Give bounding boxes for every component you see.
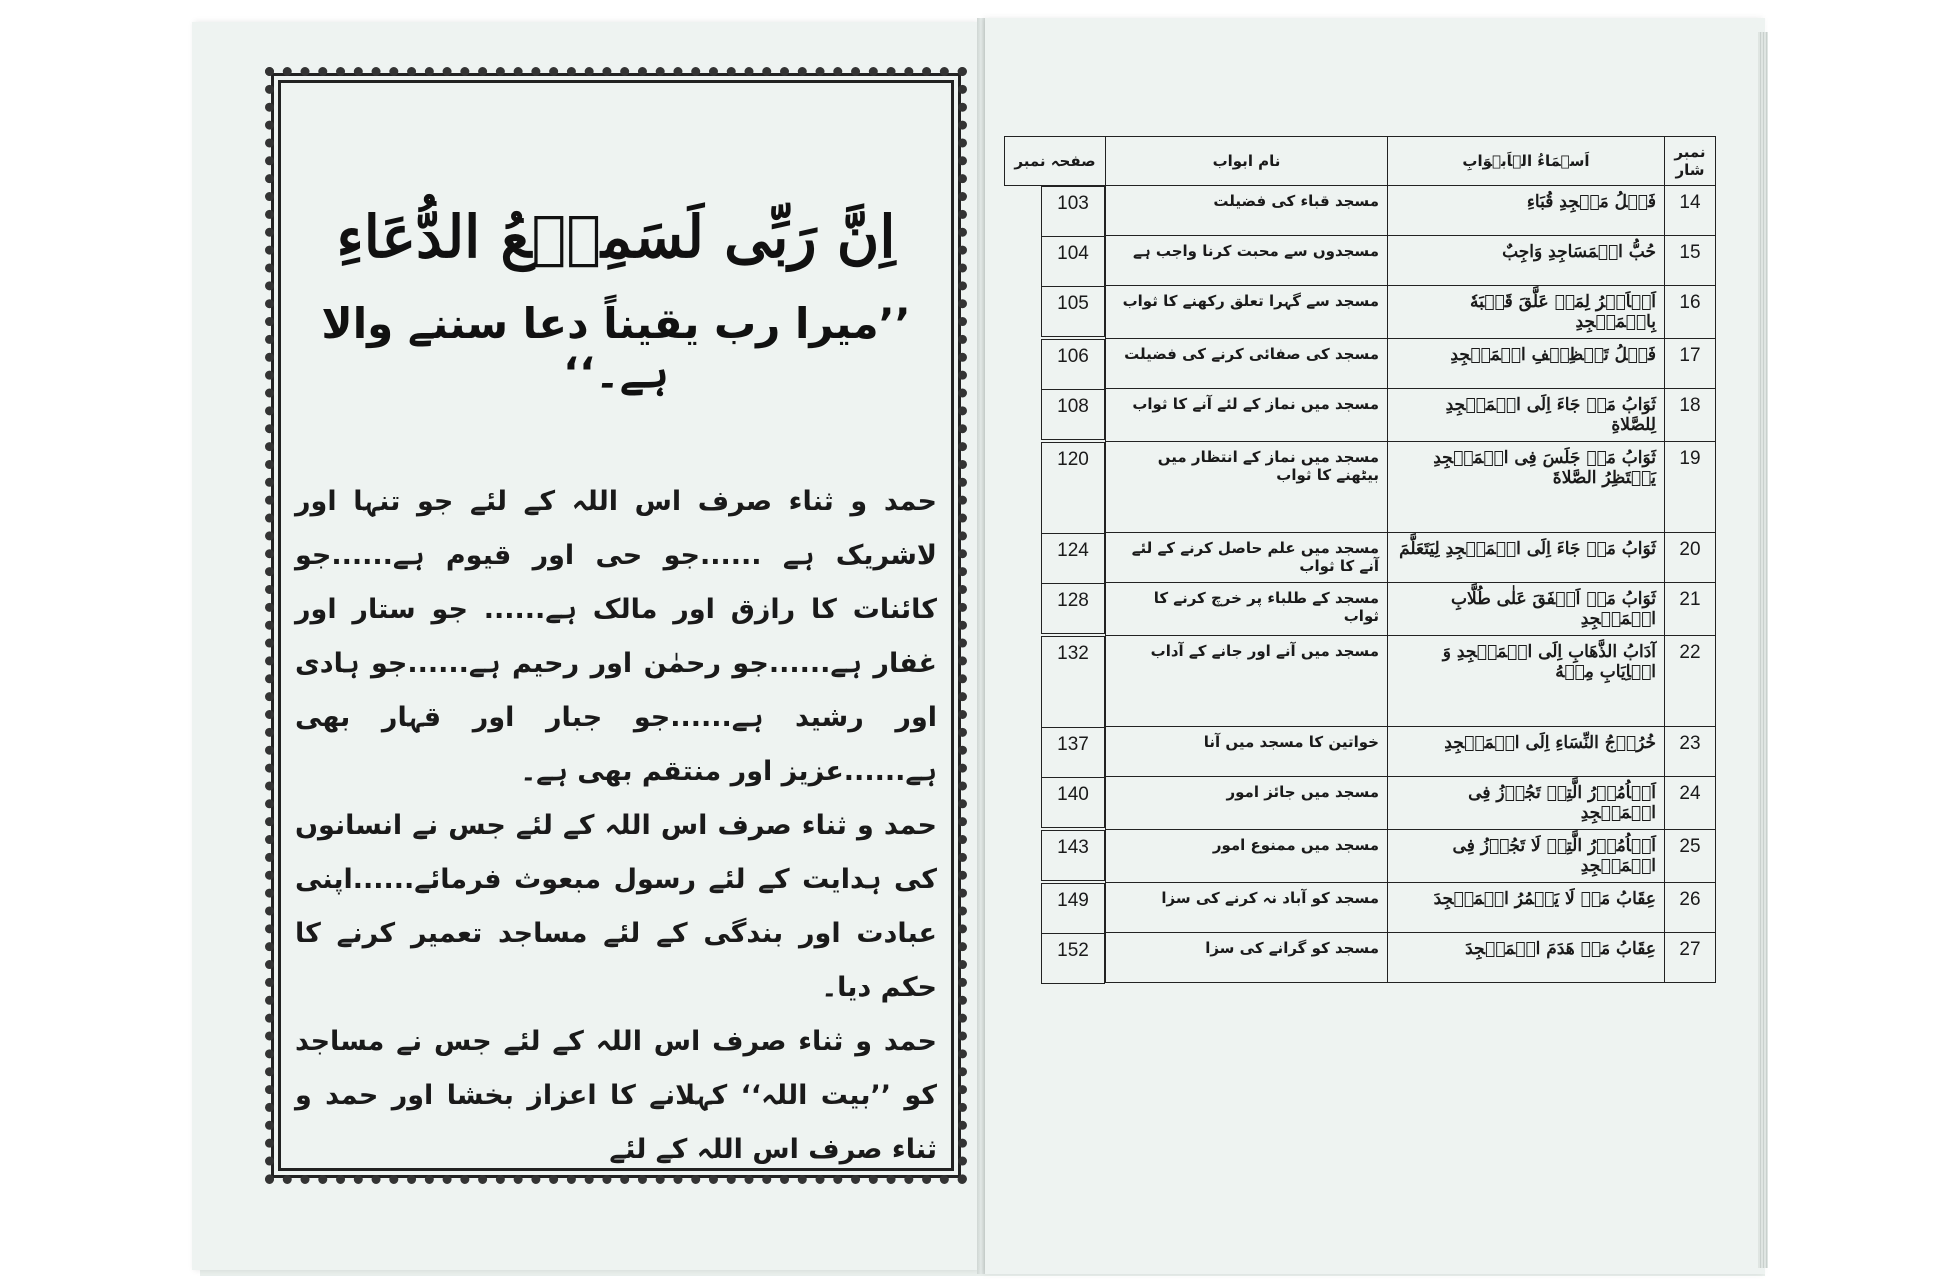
row-number: 17 — [1665, 339, 1716, 389]
row-arabic-title: عِقَابُ مَنۡ هَدَمَ الۡمَسۡجِدَ — [1388, 933, 1665, 983]
row-number: 15 — [1665, 236, 1716, 286]
row-number: 27 — [1665, 933, 1716, 983]
row-page: 124 — [1041, 533, 1105, 584]
table-row — [1005, 389, 1716, 442]
row-arabic-title: خُرُوۡجُ النِّسَاءِ اِلَى الۡمَسۡجِدِ — [1388, 727, 1665, 777]
row-page: 103 — [1041, 186, 1105, 237]
row-urdu-title: خواتین کا مسجد میں آنا — [1106, 727, 1388, 777]
body-text — [295, 475, 937, 1177]
row-arabic-title: فَضۡلُ تَنۡظِيۡفِ الۡمَسۡجِدِ — [1388, 339, 1665, 389]
row-number: 18 — [1665, 389, 1716, 442]
row-urdu-title: مسجد میں نماز کے لئے آنے کا ثواب — [1106, 389, 1388, 442]
row-number: 24 — [1665, 777, 1716, 830]
arabic-heading: اِنَّ رَبِّی لَسَمِیۡعُ الدُّعَاءِ — [336, 203, 896, 271]
row-page: 152 — [1041, 933, 1105, 984]
row-arabic-title: اَلۡاَجۡرُ لِمَنۡ عَلَّقَ قَلۡبَهٗ بِالۡمَسۡجِدِ — [1388, 286, 1665, 339]
row-urdu-title: مسجد سے گہرا تعلق رکھنے کا ثواب — [1106, 286, 1388, 339]
row-urdu-title: مسجد کو گرانے کی سزا — [1106, 933, 1388, 983]
row-number: 16 — [1665, 286, 1716, 339]
row-urdu-title: مسجد میں علم حاصل کرنے کے لئے آنے کا ثواب — [1106, 533, 1388, 583]
paragraph: حمد و ثناء صرف اس اللہ کے لئے جس نے مساجد کو ’’بیت اللہ‘‘ کہلانے کا اعزاز بخشا اور حمد و ثناء صرف اس اللہ کے لئے — [295, 1026, 937, 1165]
row-number: 14 — [1665, 186, 1716, 236]
row-urdu-title: مسجد کو آباد نہ کرنے کی سزا — [1106, 883, 1388, 933]
row-page: 128 — [1041, 583, 1105, 634]
table-row — [1005, 442, 1716, 533]
row-arabic-title: آدَابُ الذَّهَابِ اِلَى الۡمَسۡجِدِ وَ الۡاِيَابِ مِنۡهُ — [1388, 636, 1665, 727]
header-page: صفحہ نمبر — [1005, 137, 1106, 186]
table-row — [1005, 636, 1716, 727]
row-urdu-title: مسجد میں آنے اور جانے کے آداب — [1106, 636, 1388, 727]
row-page: 106 — [1041, 339, 1105, 390]
row-number: 25 — [1665, 830, 1716, 883]
row-arabic-title: اَلۡاُمُوۡرُ الَّتِىۡ لَا تَجُوۡزُ فِى الۡمَسۡجِدِ — [1388, 830, 1665, 883]
row-urdu-title: مسجد قباء کی فضیلت — [1106, 186, 1388, 236]
table-row — [1005, 339, 1716, 389]
row-number: 21 — [1665, 583, 1716, 636]
row-arabic-title: اَلۡاُمُوۡرُ الَّتِىۡ تَجُوۡزُ فِى الۡمَسۡجِدِ — [1388, 777, 1665, 830]
row-number: 19 — [1665, 442, 1716, 533]
row-page: 120 — [1041, 442, 1105, 534]
row-number: 26 — [1665, 883, 1716, 933]
row-number: 23 — [1665, 727, 1716, 777]
book-spine — [977, 18, 985, 1274]
row-urdu-title: مسجد کی صفائی کرنے کی فضیلت — [1106, 339, 1388, 389]
paragraph: حمد و ثناء صرف اس اللہ کے لئے جس نے انسانوں کی ہدایت کے لئے رسول مبعوث فرمائے......اپنی عبادت اور بندگی کے لئے مساجد تعمیر کرنے کا حکم دیا۔ — [295, 810, 937, 1003]
table-row — [1005, 533, 1716, 583]
table-of-contents — [1004, 136, 1716, 983]
row-page: 149 — [1041, 883, 1105, 934]
row-number: 20 — [1665, 533, 1716, 583]
table-row — [1005, 236, 1716, 286]
row-page: 104 — [1041, 236, 1105, 287]
table-header-row — [1005, 137, 1716, 186]
row-page: 137 — [1041, 727, 1105, 778]
paragraph: حمد و ثناء صرف اس اللہ کے لئے جو تنہا اور لاشریک ہے ......جو حی اور قیوم ہے......جو کائنات کا رازق اور مالک ہے...... جو ستار اور غفار ہے......جو رحمٰن اور رحیم ہے......جو ہادی اور رشید ہے......جو جبار اور قہار بھی ہے......عزیز اور منتقم بھی ہے۔ — [295, 486, 937, 787]
table-row — [1005, 777, 1716, 830]
row-page: 143 — [1041, 830, 1105, 881]
row-page: 105 — [1041, 286, 1105, 337]
row-arabic-title: فَضۡلُ مَسۡجِدِ قُبَاءِ — [1388, 186, 1665, 236]
table-row — [1005, 830, 1716, 883]
table-row — [1005, 583, 1716, 636]
frame-content — [295, 101, 937, 1165]
row-urdu-title: مسجدوں سے محبت کرنا واجب ہے — [1106, 236, 1388, 286]
row-number: 22 — [1665, 636, 1716, 727]
table-row — [1005, 727, 1716, 777]
row-page: 108 — [1041, 389, 1105, 440]
table-row — [1005, 186, 1716, 236]
row-urdu-title: مسجد کے طلباء پر خرچ کرنے کا ثواب — [1106, 583, 1388, 636]
row-page: 140 — [1041, 777, 1105, 828]
table-row — [1005, 883, 1716, 933]
urdu-heading: ’’میرا رب یقیناً دعا سننے والا ہے۔‘‘ — [321, 299, 911, 397]
table-row — [1005, 933, 1716, 983]
row-urdu-title: مسجد میں ممنوع امور — [1106, 830, 1388, 883]
row-arabic-title: ثَوَابُ مَنۡ جَاءَ اِلَى الۡمَسۡجِدِ لِيَتَعَلَّمَ — [1388, 533, 1665, 583]
header-arabic-title: اَسۡمَاءُ الۡاَبۡوَابِ — [1388, 137, 1665, 186]
row-arabic-title: ثَوَابُ مَنۡ جَاءَ اِلَى الۡمَسۡجِدِ لِلصَّلاةِ — [1388, 389, 1665, 442]
ornamental-frame — [278, 80, 954, 1171]
row-arabic-title: عِقَابُ مَنۡ لَا يَعۡمُرُ الۡمَسۡجِدَ — [1388, 883, 1665, 933]
row-arabic-title: حُبُّ الۡمَسَاجِدِ وَاجِبٌ — [1388, 236, 1665, 286]
row-arabic-title: ثَوَابُ مَنۡ اَنۡفَقَ عَلٰى طُلَّابِ الۡمَسۡجِدِ — [1388, 583, 1665, 636]
row-page: 132 — [1041, 636, 1105, 728]
header-number: نمبر شار — [1665, 137, 1716, 186]
table-row — [1005, 286, 1716, 339]
row-urdu-title: مسجد میں جائز امور — [1106, 777, 1388, 830]
header-urdu-title: نام ابواب — [1106, 137, 1388, 186]
row-arabic-title: ثَوَابُ مَنۡ جَلَسَ فِى الۡمَسۡجِدِ يَنۡتَظِرُ الصَّلاةَ — [1388, 442, 1665, 533]
row-urdu-title: مسجد میں نماز کے انتظار میں بیٹھنے کا ثواب — [1106, 442, 1388, 533]
page-edges — [1758, 32, 1768, 1268]
